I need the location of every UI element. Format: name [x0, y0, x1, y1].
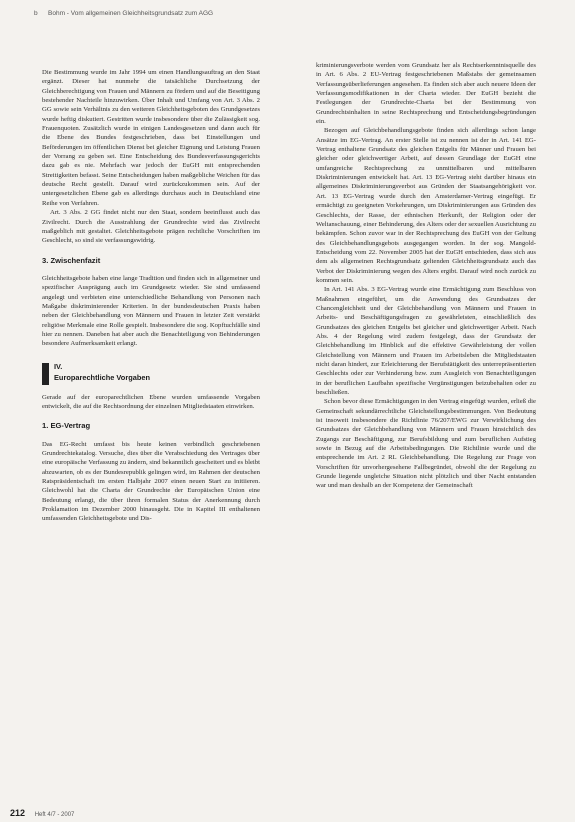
right-column [316, 61, 536, 491]
issue-label: Heft 4/7 - 2007 [34, 812, 75, 818]
left-column [42, 68, 260, 524]
body-paragraph: Schon bevor diese Ermächtigungen in den Vertrag eingefügt wurden, erließ die Gemeinschaft sekundärrechtliche Gleichstellungsbestimmungen. Von Bedeutung ist insoweit insbesondere die Richtlinie 76/207/EWG zur Verwirklichung des Grundsatzes der Gleichbehandlung von Männern und Frauen hinsichtlich des Zugangs zur Beschäftigung, zur Berufsbildung und zum beruflichen Aufstieg sowie in Bezug auf die Arbeitsbedingungen. Die Richtlinie wurde und die entsprechende im Art. 2 RL Gleichbehandlung. Die Regelung zur Frage von Vorschriften für unvorhergesehene Fallbegründet, obwohl die der Regelung zu Grunde liegende ungleiche Situation nicht plötzlich und über Nacht entstanden war und man deshalb an der Kompetenz der Gemeinschaft [316, 398, 536, 490]
body-paragraph: Gleichheitsgebote haben eine lange Tradition und finden sich in allgemeiner und spezifischer Ausprägung auch im Grundgesetz wieder. Sie sind umfassend angelegt und verbieten eine unterschiedliche Behandlung von Personen nach Maßgabe diskriminierender Kriterien. In der bundesdeutschen Praxis haben neben der Gleichbehandlung von Männern und Frauen in letzter Zeit verstärkt religiöse Merkmale eine Rolle gespielt. Insbesondere die sog. Kopftuchfälle sind hier zu nennen. Daneben hat aber auch die Benachteiligung von Behinderungen besondere Aufmerksamkeit erlangt. [42, 274, 260, 348]
body-paragraph: Gerade auf der europarechtlichen Ebene wurden umfassende Vorgaben entwickelt, die auf die Rechtsordnung der einzelnen Mitgliedstaaten einwirken. [42, 393, 260, 410]
body-paragraph: In Art. 141 Abs. 3 EG-Vertrag wurde eine Ermächtigung zum Beschluss von Maßnahmen eingeführt, um die Anwendung des Grundsatzes der Chancengleichheit und der Gleichbehandlung von Männern und Frauen in Arbeits- und Beschäftigungsfragen zu gewährleisten, einschließlich des Grundsatzes des gleichen Entgelts bei gleicher und gleichwertiger Arbeit. Nach Abs. 4 der Regelung wird zudem festgelegt, dass der Grundsatz der Gleichbehandlung im Hinblick auf die effektive Gewährleistung der vollen Gleichstellung von Männern und Frauen im Arbeitsleben die Mitgliedstaaten nicht daran hindert, zur Erleichterung der Berufstätigkeit des unterrepräsentierten Geschlechts oder zur Verhinderung bzw. zum Ausgleich von Benachteiligungen in der beruflichen Laufbahn spezifische Vergünstigungen beizubehalten oder zu beschließen. [316, 286, 536, 397]
running-title: Bohm - Vom allgemeinen Gleichheitsgrundsatz zum AGG [48, 10, 214, 17]
running-header [34, 10, 545, 24]
part-heading-iv [42, 361, 260, 383]
page-number: 212 [10, 808, 26, 818]
page-footer [10, 808, 74, 818]
heading-marker-bar [42, 363, 49, 385]
page-marker: b [34, 10, 38, 17]
body-paragraph: Art. 3 Abs. 2 GG findet nicht nur den Staat, sondern beeinflusst auch das Zivilrecht. Durch die Ausstrahlung der Grundrechte wird das Zivilrecht maßgeblich mit gestaltet. Gleichheitsgebote prägen rechtliche Vorschriften im Geschlecht, so sind sie verfassungswidrig. [42, 209, 260, 245]
section-heading-eg-vertrag: 1. EG-Vertrag [42, 421, 91, 431]
part-title: Europarechtliche Vorgaben [54, 372, 150, 382]
body-paragraph: Bezogen auf Gleichbehandlungsgebote finden sich allerdings schon lange Ansätze im EG-Vertrag. An erster Stelle ist zu nennen ist der in Art. 141 EG-Vertrag enthaltene Grundsatz des gleichen Entgelts für Männer und Frauen bei gleicher oder gleichwertiger Arbeit, auf dessen Grundlage der EuGH eine umfangreiche Rechtsprechung zu unmittelbaren und mittelbaren Diskriminierungen entwickelt hat. Art. 13 EG-Vertrag steht darüber hinaus ein allgemeines Diskriminierungsverbot aus Gründen der Staatsangehörigkeit vor. Art. 13 EG-Vertrag wurde durch den Amsterdamer-Vertrag eingefügt. Er ermächtigt zu geeigneten Vorkehrungen, um Diskriminierungen aus Gründen des Geschlechts, der Rasse, der ethnischen Herkunft, der Religion oder der Weltanschauung, einer Behinderung, des Alters oder der sexuellen Ausrichtung zu bekämpfen. Schon zuvor war in der Rechtsprechung des EuGH von der Geltung des Gleichbehandlungsgebots ausgegangen worden. In der sog. Mangold-Entscheidung vom 22. November 2005 hat der EuGH entschieden, dass sich aus dem als allgemeinen Rechtsgrundsatz geltenden Gleichheitsgrundsatz auch das Verbot der Diskriminierung wegen des Alters ergibt. Darauf wird noch zurück zu kommen sein. [316, 127, 536, 284]
body-paragraph: Das EG-Recht umfasst bis heute keinen verbindlich geschriebenen Grundrechtekatalog. Versuche, dies über die Verabschiedung des Vertrages über eine europäische Verfassung zu ändern, sind bekanntlich gescheitert und es bleibt abzuwarten, ob es der Bundesrepublik gelingen wird, im Rahmen der deutschen Ratspräsidentschaft im ersten Halbjahr 2007 einen neuen Start zu initiieren. Gleichwohl hat die Charta der Grundrechte der Europäischen Union eine Bedeutung erlangt, die über ihren formalen Status der Anerkennung durch Proklamation im Dezember 2000 hinausgeht. Die in Kapitel III enthaltenen umfassenden Gleichheitsgebote und Dis- [42, 440, 260, 523]
part-number: IV. [54, 361, 63, 371]
body-paragraph: Die Bestimmung wurde im Jahr 1994 um einen Handlungsauftrag an den Staat ergänzt. Dieser hat nunmehr die tatsächliche Durchsetzung der Gleichberechtigung von Frauen und Männern zu fördern und auf die Beseitigung bestehender Nachteile hinzuwirken. Über Inhalt und Umfang von Art. 3 Abs. 2 GG sowie sein Verhältnis zu den weiteren Gleichheitsgeboten des Grundgesetzes wurde heftig diskutiert. Gestritten wurde insbesondere über die Zulässigkeit sog. Frauenquoten. Zusätzlich wurde in einigen Landesgesetzen und dann auch für die Ebene des Bundes festgeschrieben, dass bei Einstellungen und Beförderungen im öffentlichen Dienst bei gleicher Eignung und Leistung Frauen der Vorrang zu geben sei. Eine Entscheidung des Bundesverfassungsgerichts dazu gab es nie. Mehrfach war jedoch der EuGH mit entsprechenden Streitigkeiten befasst. Seine Entscheidungen haben maßgebliche Weichen für das deutsche Recht gestellt. Darauf wird zurückzukommen sein. Auf der untergesetzlichen Ebene gab es allerdings durchaus auch in Deutschland eine Reihe von Verfahren. [42, 69, 260, 207]
body-paragraph: kriminierungsverbote werden vom Grundsatz her als Rechtserkenntnisquelle des in Art. 6 Abs. 2 EU-Vertrag festgeschriebenen Maßstabs der gemeinsamen Verfassungsüberlieferungen angesehen. Es finden sich aber auch neuere Ideen der Verfassungsmodifikationen in der Charta wieder. Der EuGH bezieht die Festlegungen der Grundrechte-Charta bei der Bestimmung von Grundrechtsinhalten in seine Rechtsprechung und Entscheidungsbegründungen ein. [316, 62, 536, 126]
section-heading-zwischenfazit: 3. Zwischenfazit [42, 255, 101, 265]
